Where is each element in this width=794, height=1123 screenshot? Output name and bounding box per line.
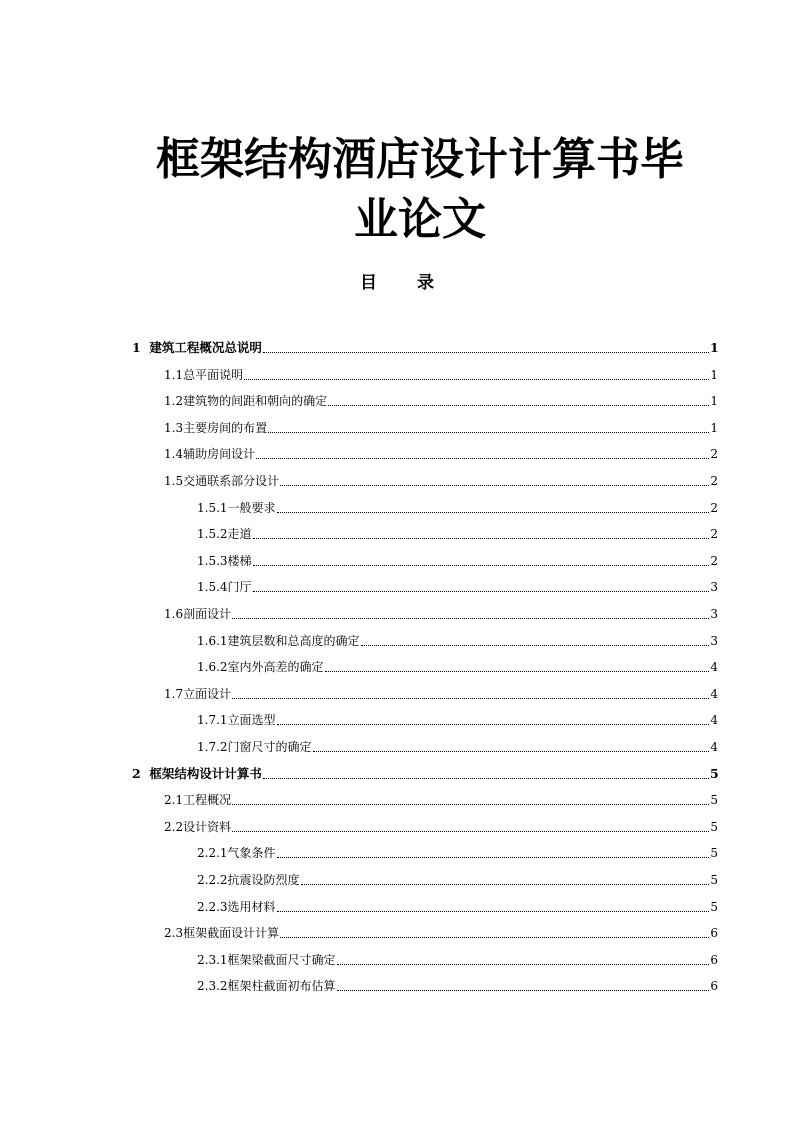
toc-entry-page-number: 3 [710, 607, 718, 621]
document-title-line-2: 业论文 [354, 194, 486, 245]
toc-entry-number: 2 [132, 765, 150, 781]
toc-entry-label: 门厅 [227, 580, 252, 595]
toc-entry-label: 建筑物的间距和朝向的确定 [183, 394, 328, 409]
toc-dot-leader [277, 911, 709, 912]
toc-entry[interactable] [164, 919, 718, 941]
toc-entry-number: 1.6.2 [197, 660, 228, 675]
toc-entry[interactable] [197, 627, 718, 649]
toc-entry-label: 立面设计 [183, 686, 232, 701]
toc-dot-leader [232, 698, 709, 699]
toc-dot-leader [268, 432, 709, 433]
toc-entry-page-number: 6 [710, 979, 718, 994]
toc-entry-page-number: 3 [710, 580, 718, 595]
toc-entry[interactable] [197, 972, 718, 994]
toc-entry-number: 1 [132, 340, 150, 355]
toc-entry-label: 设计资料 [183, 819, 232, 834]
toc-dot-leader [263, 778, 709, 779]
toc-entry-page-number: 2 [710, 500, 718, 515]
toc-entry[interactable] [197, 653, 718, 675]
toc-dot-leader [277, 724, 709, 725]
toc-dot-leader [232, 831, 709, 832]
toc-dot-leader [328, 405, 709, 406]
toc-entry-label: 框架结构设计计算书 [149, 765, 262, 781]
toc-entry-label: 一般要求 [227, 500, 276, 515]
toc-dot-leader [280, 937, 709, 938]
toc-entry-number: 2.3.2 [197, 979, 228, 994]
toc-dot-leader [337, 990, 709, 991]
toc-entry-page-number: 5 [710, 819, 718, 834]
toc-dot-leader [277, 512, 709, 513]
toc-entry-number: 2.2.1 [197, 846, 228, 861]
toc-entry-number: 1.5.3 [197, 553, 228, 568]
toc-entry-label: 门窗尺寸的确定 [227, 740, 312, 754]
toc-entry-number: 1.5.4 [197, 580, 228, 595]
toc-dot-leader [256, 458, 709, 459]
toc-entry-page-number: 4 [710, 713, 718, 728]
toc-entry[interactable] [197, 946, 718, 968]
toc-dot-leader [253, 591, 709, 592]
toc-entry-number: 2.2.3 [197, 899, 228, 914]
toc-entry-number: 2.3 [164, 926, 184, 941]
toc-entry-page-number: 2 [710, 553, 718, 568]
toc-entry-number: 2.2 [164, 819, 184, 834]
toc-entry-page-number: 1 [710, 340, 719, 355]
toc-entry-page-number: 4 [710, 686, 718, 701]
toc-entry-page-number: 3 [710, 633, 718, 648]
toc-entry-number: 2.2.2 [197, 873, 228, 887]
toc-entry[interactable] [197, 573, 718, 595]
toc-entry[interactable] [132, 334, 718, 356]
toc-entry-label: 框架截面设计计算 [183, 926, 280, 941]
document-title-line-1: 框架结构酒店设计计算书毕 [156, 134, 684, 185]
toc-entry-number: 1.1 [164, 367, 184, 382]
toc-entry-number: 2.3.1 [197, 952, 228, 967]
toc-entry[interactable] [164, 467, 718, 489]
toc-entry-page-number: 6 [710, 952, 718, 967]
toc-dot-leader [244, 379, 709, 380]
toc-entry-page-number: 5 [710, 899, 718, 914]
toc-entry-page-number: 4 [710, 740, 718, 754]
toc-entry-page-number: 1 [710, 420, 718, 435]
toc-dot-leader [253, 538, 709, 539]
toc-entry-label: 辅助房间设计 [183, 447, 256, 462]
toc-entry-number: 1.6.1 [197, 633, 228, 648]
toc-entry[interactable] [197, 866, 718, 888]
toc-dot-leader [232, 804, 709, 805]
toc-dot-leader [361, 645, 709, 646]
toc-entry[interactable] [164, 600, 718, 622]
toc-entry-number: 2.1 [164, 793, 184, 808]
toc-entry[interactable] [164, 813, 718, 835]
toc-entry-page-number: 2 [710, 527, 718, 542]
toc-dot-leader [263, 352, 709, 353]
toc-entry-number: 1.5 [164, 474, 184, 488]
toc-entry-page-number: 2 [710, 447, 718, 462]
toc-entry-number: 1.7.1 [197, 713, 228, 728]
toc-entry[interactable] [197, 706, 718, 728]
toc-entry[interactable] [164, 414, 718, 436]
toc-entry-page-number: 5 [710, 793, 718, 808]
toc-entry-page-number: 5 [710, 765, 719, 781]
toc-entry[interactable] [164, 387, 718, 409]
toc-entry[interactable] [132, 760, 718, 782]
toc-heading: 目录 [360, 273, 474, 293]
toc-dot-leader [313, 751, 709, 752]
toc-entry[interactable] [197, 520, 718, 542]
toc-entry-number: 1.6 [164, 607, 184, 621]
toc-entry[interactable] [197, 839, 718, 861]
toc-entry[interactable] [164, 361, 718, 383]
toc-entry-page-number: 5 [710, 846, 718, 861]
toc-entry-label: 走道 [227, 527, 252, 542]
toc-dot-leader [301, 884, 709, 885]
toc-entry[interactable] [197, 547, 718, 569]
toc-entry-page-number: 5 [710, 873, 718, 887]
toc-entry-number: 1.3 [164, 420, 184, 435]
toc-entry-label: 总平面说明 [183, 367, 244, 382]
toc-entry-label: 立面选型 [227, 713, 276, 728]
toc-entry[interactable] [197, 893, 718, 915]
toc-entry-label: 框架梁截面尺寸确定 [227, 952, 336, 967]
toc-entry-label: 工程概况 [183, 793, 232, 808]
toc-entry[interactable] [197, 494, 718, 516]
toc-entry-label: 楼梯 [227, 553, 252, 568]
toc-dot-leader [337, 964, 709, 965]
toc-entry-number: 1.2 [164, 394, 184, 409]
toc-entry-number: 1.7 [164, 686, 184, 701]
toc-entry-label: 选用材料 [227, 899, 276, 914]
toc-dot-leader [280, 485, 709, 486]
toc-entry-page-number: 4 [710, 660, 718, 675]
toc-dot-leader [325, 671, 709, 672]
toc-entry-label: 交通联系部分设计 [183, 474, 280, 488]
toc-entry-number: 1.7.2 [197, 740, 228, 754]
toc-entry-label: 气象条件 [227, 846, 276, 861]
toc-entry-label: 建筑工程概况总说明 [149, 340, 262, 355]
toc-entry[interactable] [164, 440, 718, 462]
toc-entry-number: 1.5.2 [197, 527, 228, 542]
toc-entry-page-number: 6 [710, 926, 718, 941]
toc-dot-leader [253, 565, 709, 566]
toc-entry-label: 室内外高差的确定 [227, 660, 324, 675]
toc-entry-page-number: 2 [710, 474, 718, 488]
toc-entry-number: 1.5.1 [197, 500, 228, 515]
toc-entry-number: 1.4 [164, 447, 184, 462]
toc-entry-label: 建筑层数和总高度的确定 [227, 633, 360, 648]
toc-entry-page-number: 1 [710, 367, 718, 382]
toc-entry-label: 剖面设计 [183, 607, 232, 621]
toc-dot-leader [232, 618, 709, 619]
toc-entry-label: 抗震设防烈度 [227, 873, 300, 887]
toc-entry-label: 主要房间的布置 [183, 420, 268, 435]
toc-entry-label: 框架柱截面初布估算 [227, 979, 336, 994]
toc-entry[interactable] [197, 733, 718, 755]
toc-entry[interactable] [164, 680, 718, 702]
toc-entry[interactable] [164, 786, 718, 808]
toc-dot-leader [277, 857, 709, 858]
toc-entry-page-number: 1 [710, 394, 718, 409]
